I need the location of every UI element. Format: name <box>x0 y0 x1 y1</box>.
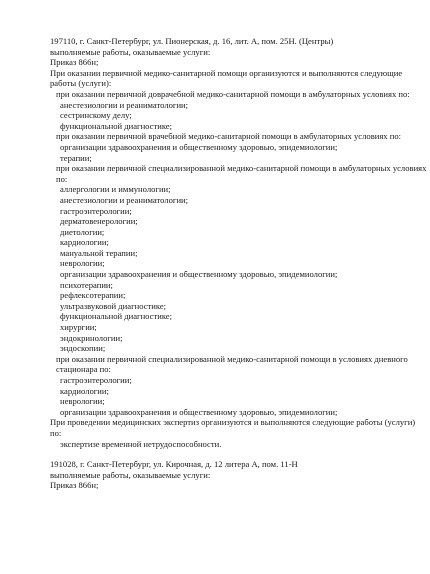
service-item: аллергологии и иммунологии; <box>60 184 171 195</box>
service-item: функциональной диагностике; <box>60 311 173 322</box>
service-item: хирургии; <box>60 322 97 333</box>
service-item: функциональной диагностике; <box>60 120 173 131</box>
service-item: кардиологии; <box>60 385 109 396</box>
service-item: терапии; <box>60 152 92 163</box>
license-section <box>50 36 428 449</box>
service-item: организации здравоохранения и общественному здоровью, эпидемиологии; <box>60 406 338 417</box>
service-item: ультразвуковой диагностике; <box>60 300 167 311</box>
service-item: анестезиологии и реаниматологии; <box>60 194 189 205</box>
service-item: психотерапии; <box>60 279 113 290</box>
service-item: организации здравоохранения и общественному здоровью, эпидемиологии; <box>60 141 338 152</box>
order-reference: Приказ 866н; <box>50 480 99 491</box>
service-heading: при оказании первичной доврачебной медико-санитарной помощи в амбулаторных условиях по: <box>56 88 410 99</box>
service-item: гастроэнтерологии; <box>60 205 132 216</box>
service-heading: при оказании первичной специализированной медико-санитарной помощи в условиях дневного стационара по: <box>56 353 408 375</box>
service-item: мануальной терапии; <box>60 247 138 258</box>
service-item: кардиологии; <box>60 237 109 248</box>
license-section <box>50 459 428 491</box>
service-item: гастроэнтерологии; <box>60 375 132 385</box>
service-item: эндокринологии; <box>60 332 123 343</box>
order-reference: Приказ 866н; <box>50 57 99 68</box>
address-line: 191028, г. Санкт-Петербург, ул. Кирочная, д. 12 литера А, пом. 11-Н <box>50 459 298 470</box>
service-item: диетологии; <box>60 226 105 237</box>
service-item: анестезиологии и реаниматологии; <box>60 99 189 110</box>
service-item: неврологии; <box>60 258 105 269</box>
service-heading: при оказании первичной врачебной медико-санитарной помощи в амбулаторных условиях по: <box>56 131 402 142</box>
service-item: неврологии; <box>60 396 105 407</box>
service-heading: При оказании первичной медико-санитарной помощи организуются и выполняются следующие работы (услуги): <box>50 67 403 89</box>
section-gap <box>50 449 428 459</box>
service-item: экспертизе временной нетрудоспособности. <box>60 438 222 449</box>
service-item: организации здравоохранения и общественному здоровью, эпидемиологии; <box>60 269 338 280</box>
service-heading: при оказании первичной специализированной медико-санитарной помощи в амбулаторных условиях по: <box>56 163 427 184</box>
service-item: дерматовенерологии; <box>60 216 138 227</box>
service-item: сестринскому делу; <box>60 110 132 121</box>
service-heading: При проведении медицинских экспертиз организуются и выполняются следующие работы (услуги) по: <box>50 417 416 438</box>
address-line: 197110, г. Санкт-Петербург, ул. Пионерская, д. 16, лит. А, пом. 25Н. (Центры) <box>50 36 334 46</box>
service-item: эндоскопии; <box>60 343 106 354</box>
service-item: рефлексотерапии; <box>60 290 126 301</box>
works-label: выполняемые работы, оказываемые услуги: <box>50 46 211 57</box>
works-label: выполняемые работы, оказываемые услуги: <box>50 469 211 480</box>
document-body <box>50 36 428 491</box>
